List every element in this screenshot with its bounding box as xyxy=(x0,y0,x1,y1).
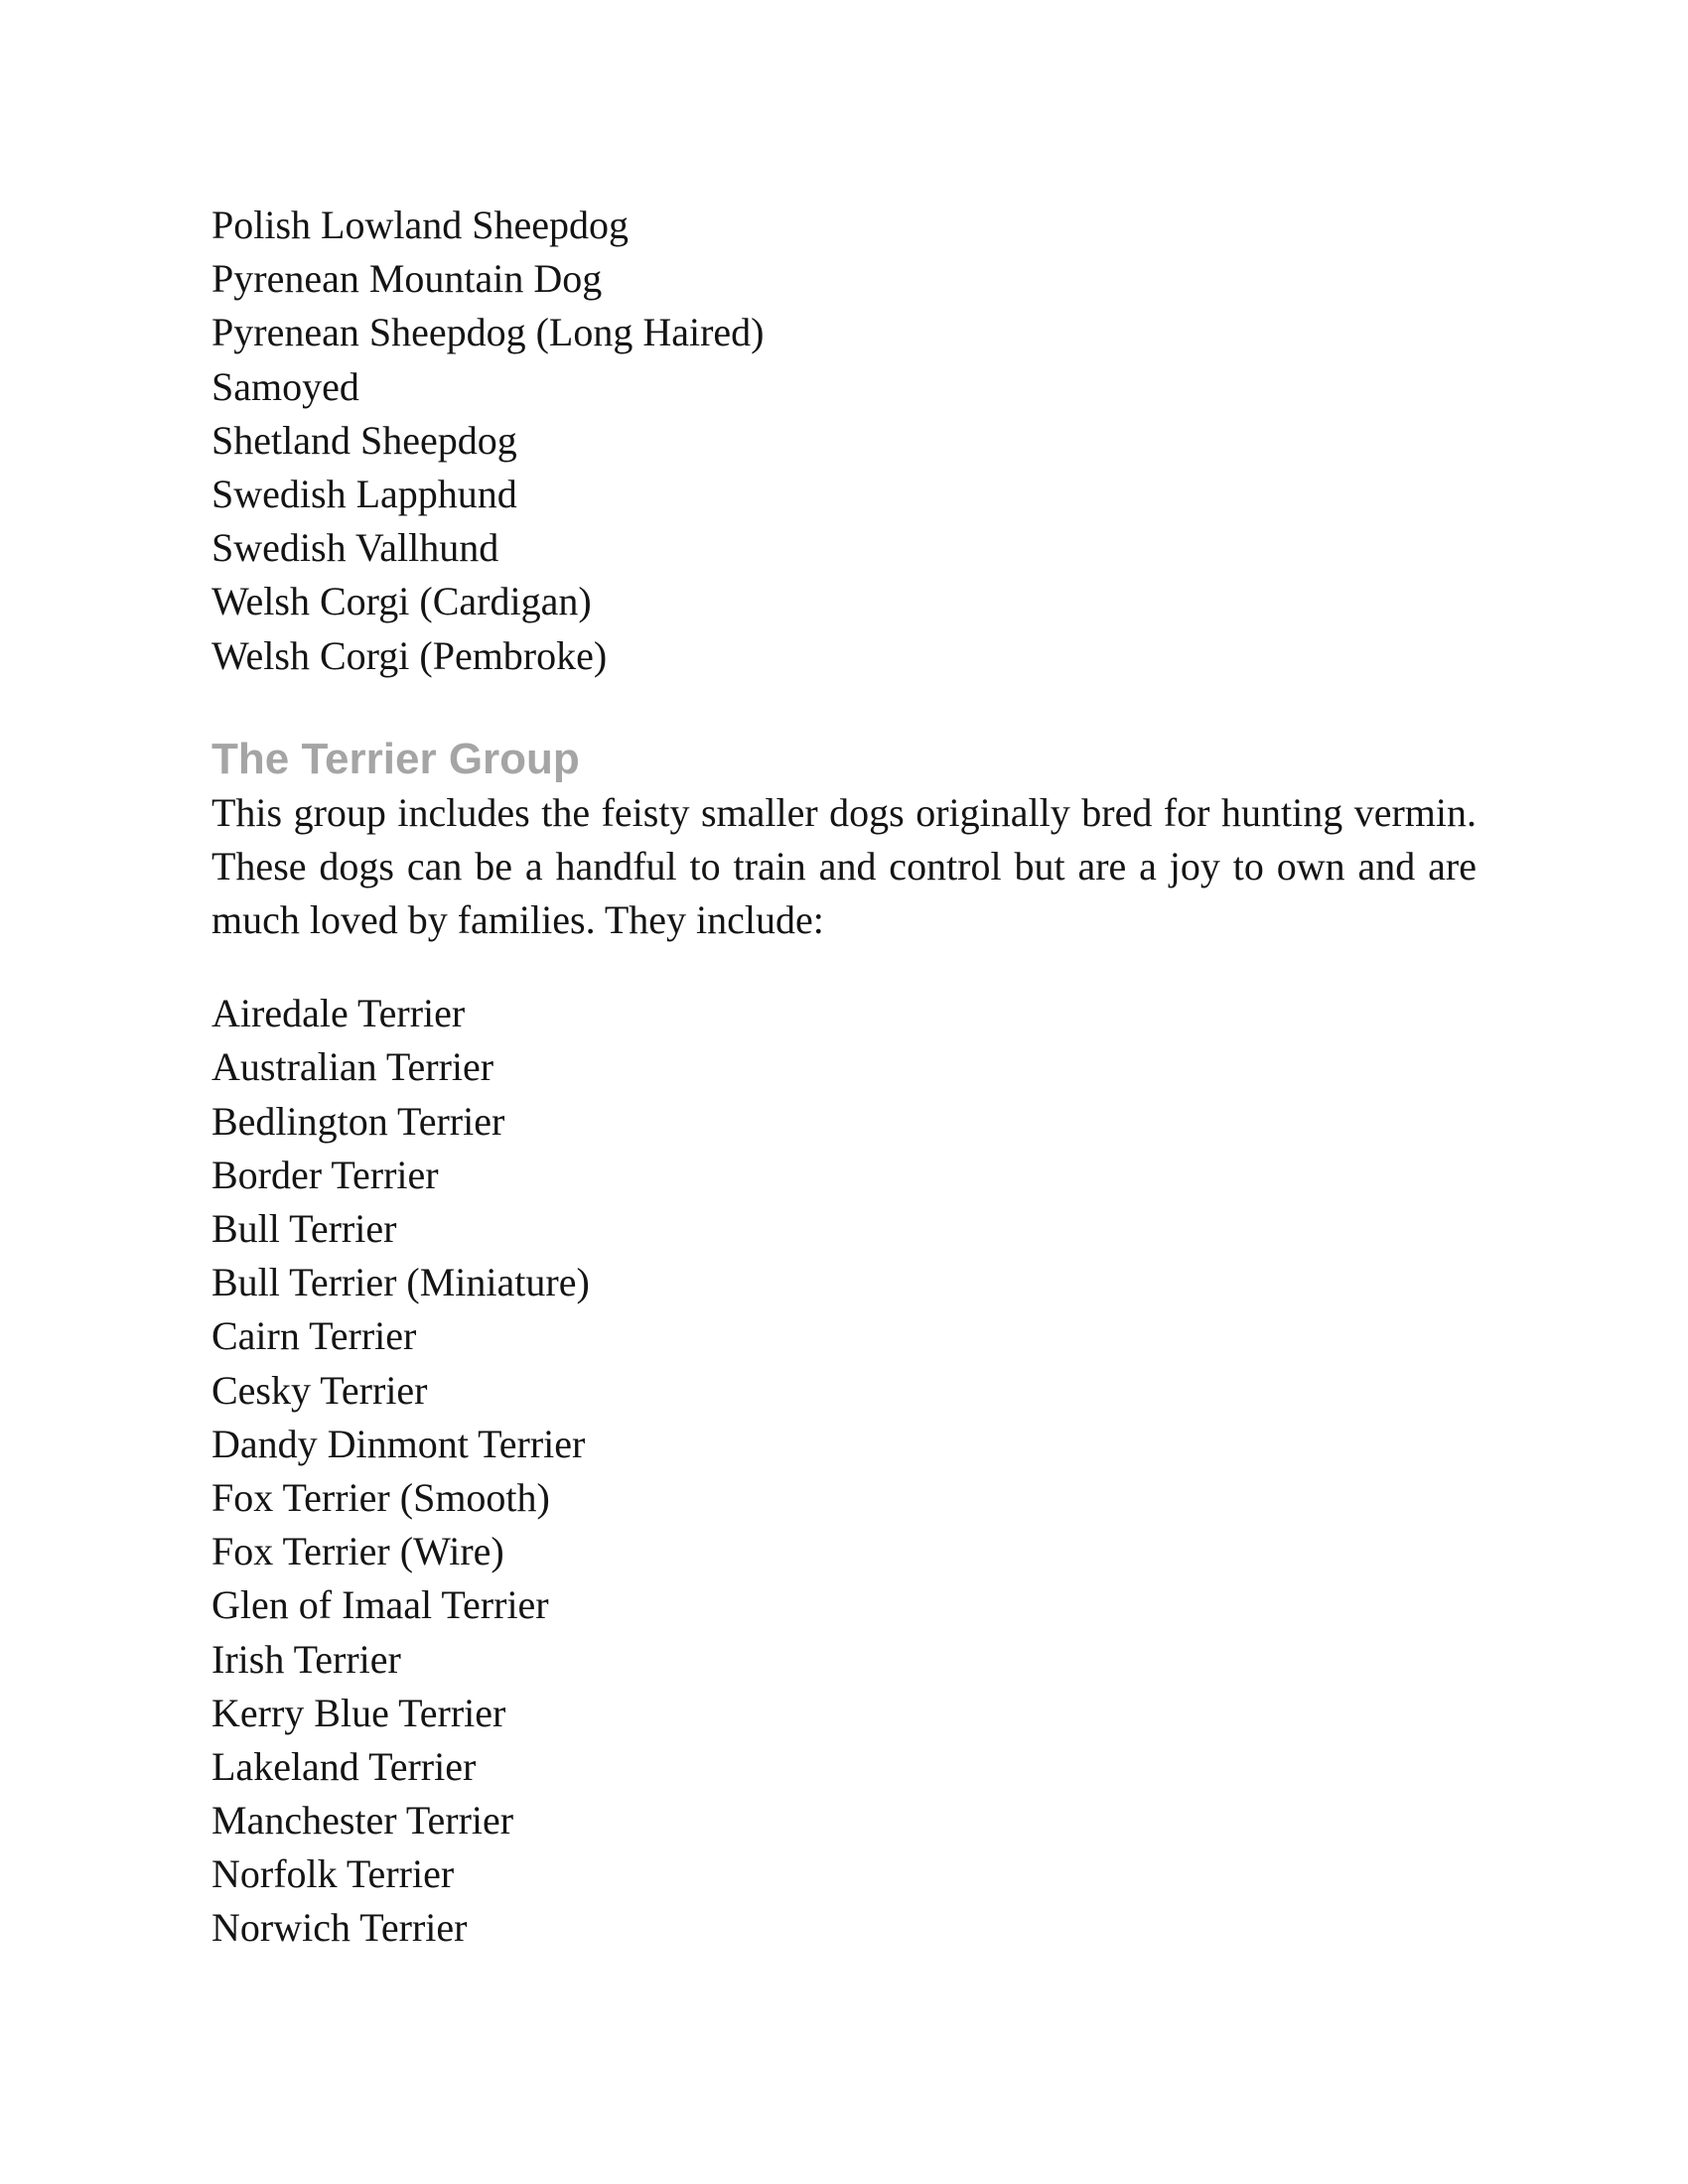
list-item: Lakeland Terrier xyxy=(211,1743,477,1789)
list-item: Cesky Terrier xyxy=(211,1367,428,1413)
list-item: Dandy Dinmont Terrier xyxy=(211,1421,586,1466)
list-item: Australian Terrier xyxy=(211,1044,494,1090)
list-item: Welsh Corgi (Cardigan) xyxy=(211,579,592,624)
list-item: Border Terrier xyxy=(211,1152,439,1197)
list-item: Bull Terrier xyxy=(211,1206,397,1252)
section-heading: The Terrier Group xyxy=(211,734,580,783)
list-item: Airedale Terrier xyxy=(211,991,466,1036)
list-item: Norwich Terrier xyxy=(211,1905,468,1951)
list-item: Welsh Corgi (Pembroke) xyxy=(211,632,608,678)
list-item: Norfolk Terrier xyxy=(211,1851,455,1897)
list-item: Swedish Lapphund xyxy=(211,471,517,516)
list-item: Cairn Terrier xyxy=(211,1313,417,1359)
list-item: Fox Terrier (Wire) xyxy=(211,1529,504,1574)
list-item: Pyrenean Sheepdog (Long Haired) xyxy=(211,310,765,355)
herding-breed-list xyxy=(211,199,1477,683)
terrier-breed-list xyxy=(211,987,1477,1955)
list-item: Pyrenean Mountain Dog xyxy=(211,256,603,302)
list-item: Irish Terrier xyxy=(211,1636,401,1682)
list-item: Manchester Terrier xyxy=(211,1798,514,1843)
list-item: Bull Terrier (Miniature) xyxy=(211,1260,590,1305)
list-item: Kerry Blue Terrier xyxy=(211,1690,506,1735)
list-item: Samoyed xyxy=(211,363,359,409)
list-item: Glen of Imaal Terrier xyxy=(211,1582,549,1628)
list-item: Swedish Vallhund xyxy=(211,525,499,571)
section-intro-paragraph: This group includes the feisty smaller dogs originally bred for hunting vermin. These dogs can be a handful to train and control but are a joy to own and are much loved by families. They include: xyxy=(211,789,1477,943)
list-item: Bedlington Terrier xyxy=(211,1098,505,1144)
document-page xyxy=(211,199,1477,1956)
list-item: Polish Lowland Sheepdog xyxy=(211,203,629,247)
list-item: Fox Terrier (Smooth) xyxy=(211,1474,550,1520)
list-item: Shetland Sheepdog xyxy=(211,417,517,463)
